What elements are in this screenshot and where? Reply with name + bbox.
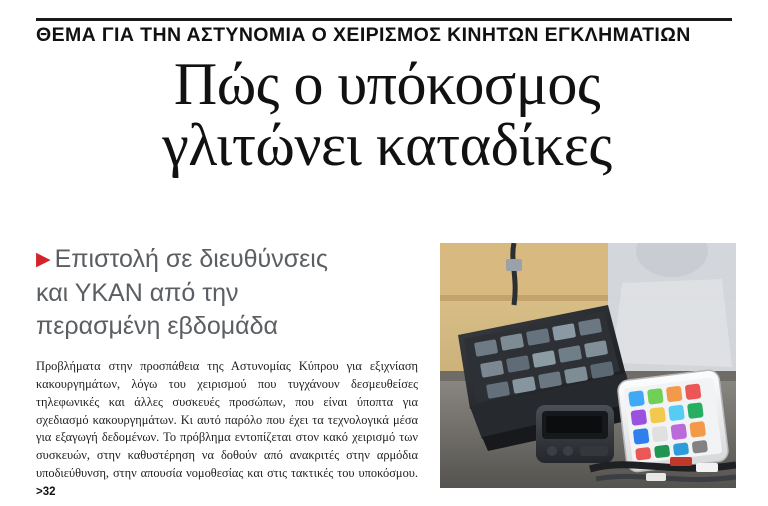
- deck-line-1: Επιστολή σε διευθύνσεις: [54, 245, 328, 273]
- article-body-text: Προβλήματα στην προσπάθεια της Αστυνομίας Κύπρου για εξιχνίαση κακουργημάτων, λόγω του χειρισμού που τυγχάνουν δεσμευθείσες τηλεφωνικές και άλλες συσκευές προσώπων, που είναι ύποπτα για σχεδιασμό κακουργημάτων. Κι αυτό παρόλο που έχει τα τεχνολογικά μέσα για εξαγωγή δεδομένων. Το πρόβλημα εντοπίζεται στον κακό χειρισμό των συσκευών, στην καθυστέρηση να δοθούν από ανακριτές στην αρμόδια υποδιεύθυνση, στην απουσία νομοθεσίας και στις τακτικές του υποκόσμου.: [36, 359, 418, 481]
- page-title: [34, 51, 740, 179]
- article-body: [36, 358, 418, 501]
- article-kicker: ΘΕΜΑ ΓΙΑ ΤΗΝ ΑΣΤΥΝΟΜΙΑ Ο ΧΕΙΡΙΣΜΟΣ ΚΙΝΗΤΩΝ ΕΓΚΛΗΜΑΤΙΩΝ: [36, 24, 691, 46]
- bullet-arrow-icon: ▶: [36, 249, 51, 270]
- top-rule-divider: [36, 18, 732, 21]
- jump-page-reference: >32: [36, 486, 56, 499]
- headline-line-1: Πώς ο υπόκοσμος: [173, 51, 601, 117]
- article-photo: [440, 243, 736, 488]
- deck-line-3: περασμένη εβδομάδα: [36, 312, 278, 340]
- headline-line-2: γλιτώνει καταδίκες: [162, 112, 612, 179]
- deck-line-2: και ΥΚΑΝ από την: [36, 278, 239, 307]
- article-deck: [36, 243, 418, 344]
